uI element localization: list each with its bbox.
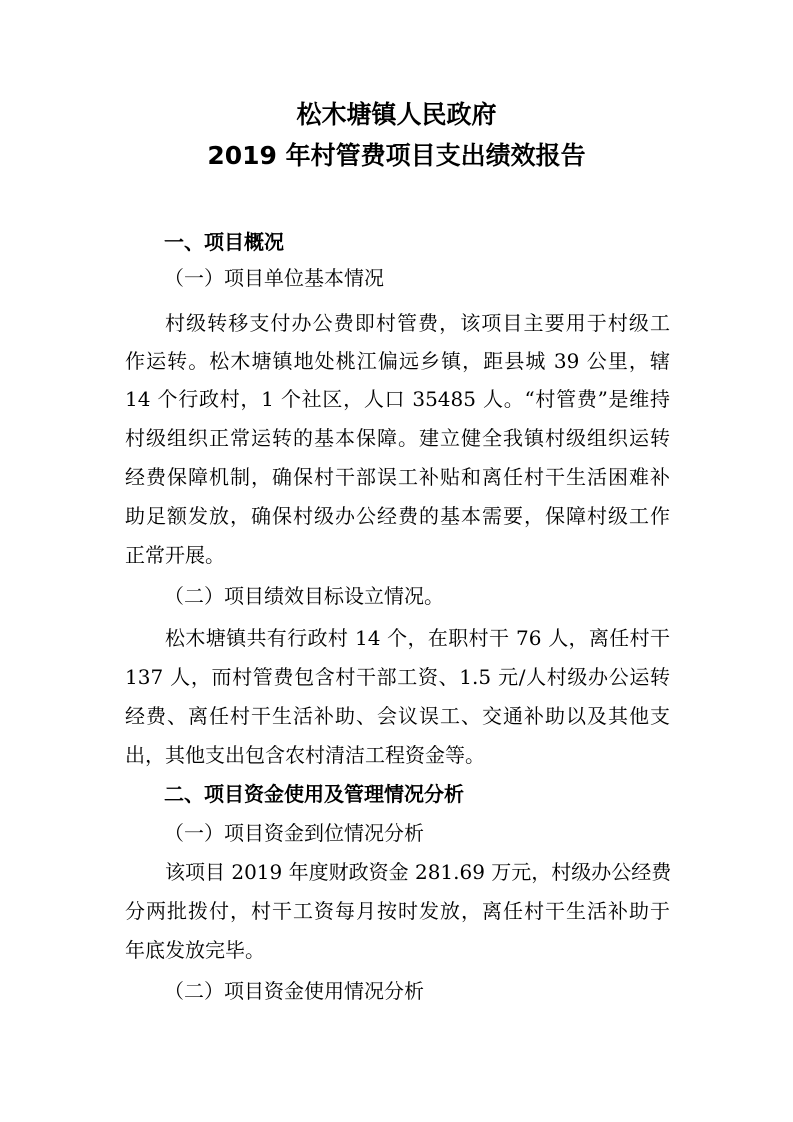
paragraph-line: 正常开展。 xyxy=(125,543,225,567)
section1-heading: 一、项目概况 xyxy=(164,230,284,254)
paragraph-line: 村级转移支付办公费即村管费，该项目主要用于村级工 xyxy=(165,311,670,335)
paragraph-line: 分两批拨付，村干工资每月按时发放，离任村干生活补助于 xyxy=(125,899,670,923)
paragraph-line: 经费保障机制，确保村干部误工补贴和离任村干生活困难补 xyxy=(125,465,670,489)
section2-sub1-heading: （一）项目资金到位情况分析 xyxy=(164,821,424,845)
paragraph-line: 该项目 2019 年度财政资金 281.69 万元，村级办公经费 xyxy=(165,860,672,884)
document-title-line1: 松木塘镇人民政府 xyxy=(296,100,497,129)
section2-sub2-heading: （二）项目资金使用情况分析 xyxy=(164,979,424,1003)
document-title-line2: 2019 年村管费项目支出绩效报告 xyxy=(207,141,586,170)
paragraph-line: 经费、离任村干生活补助、会议误工、交通补助以及其他支 xyxy=(125,704,670,728)
paragraph-line: 年底发放完毕。 xyxy=(125,938,265,962)
paragraph-line: 松木塘镇共有行政村 14 个，在职村干 76 人，离任村干 xyxy=(165,626,670,650)
paragraph-line: 作运转。松木塘镇地处桃江偏远乡镇，距县城 39 公里，辖 xyxy=(125,349,670,373)
paragraph-line: 村级组织正常运转的基本保障。建立健全我镇村级组织运转 xyxy=(125,426,670,450)
paragraph-line: 137 人，而村管费包含村干部工资、1.5 元/人村级办公运转 xyxy=(125,665,670,689)
paragraph-line: 助足额发放，确保村级办公经费的基本需要，保障村级工作 xyxy=(125,504,670,528)
section2-heading: 二、项目资金使用及管理情况分析 xyxy=(164,782,464,806)
paragraph-line: 出，其他支出包含农村清洁工程资金等。 xyxy=(125,743,485,767)
section1-sub1-heading: （一）项目单位基本情况 xyxy=(164,266,384,290)
paragraph-line: 14 个行政村，1 个社区，人口 35485 人。“村管费”是维持 xyxy=(125,387,670,411)
section1-sub2-heading: （二）项目绩效目标设立情况。 xyxy=(164,584,444,608)
